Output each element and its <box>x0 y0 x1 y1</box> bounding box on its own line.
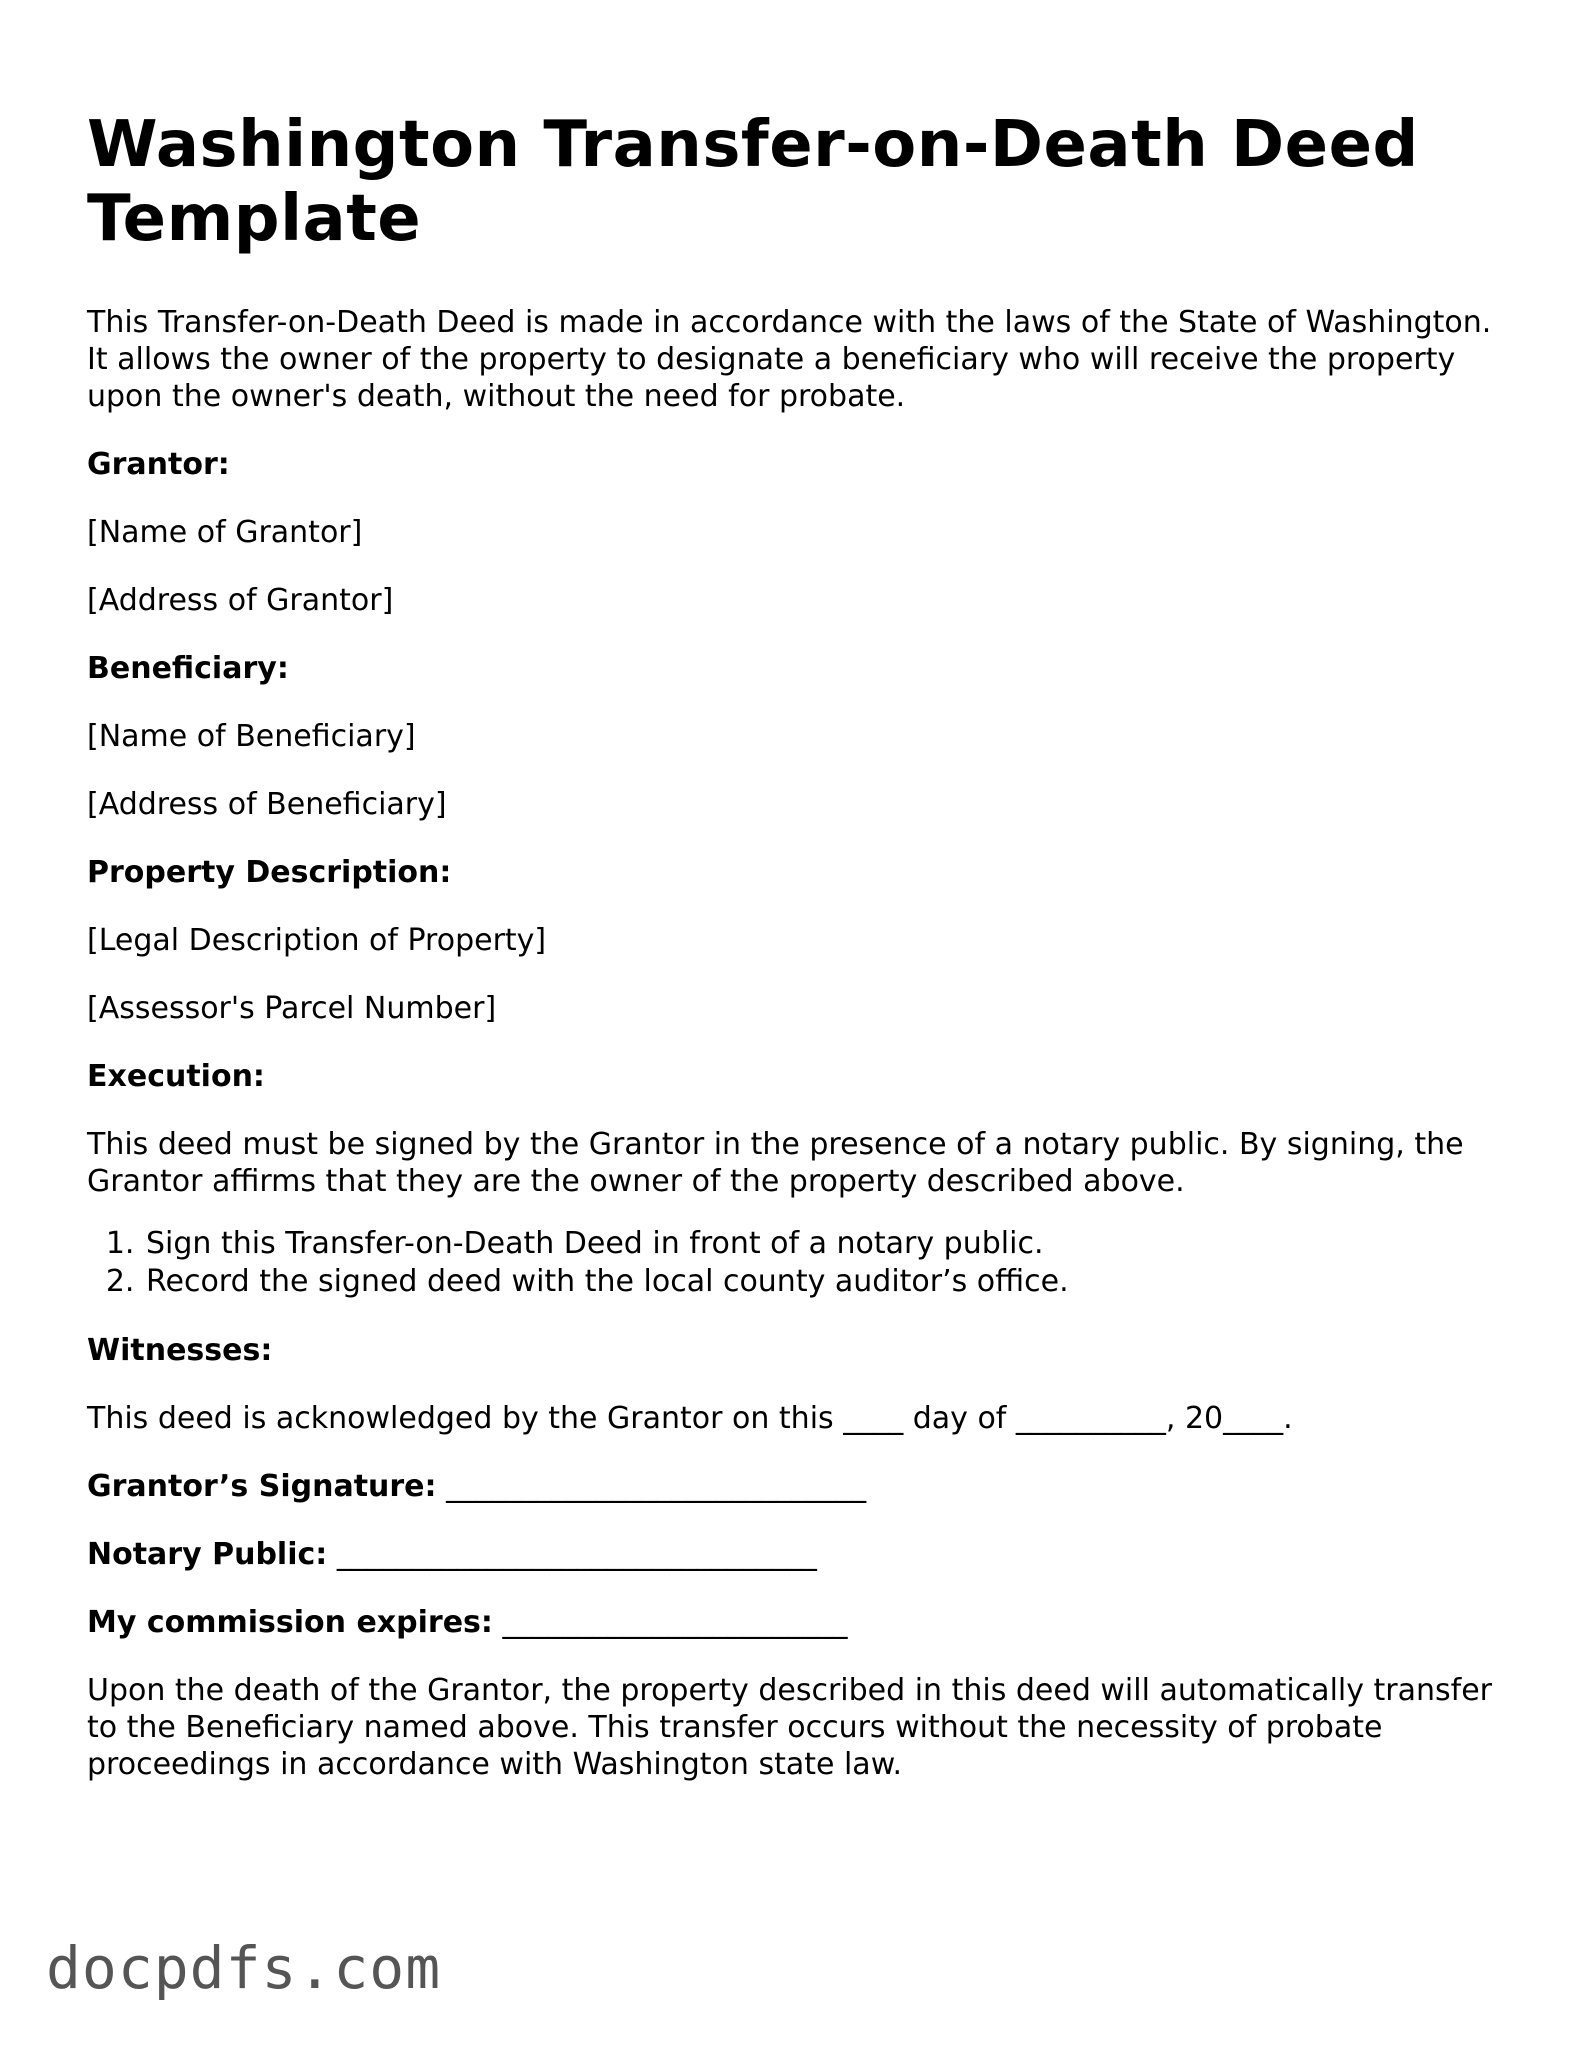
property-parcel-placeholder: [Assessor's Parcel Number] <box>87 991 497 1026</box>
beneficiary-address-placeholder: [Address of Beneficiary] <box>87 787 447 822</box>
grantor-address-placeholder: [Address of Grantor] <box>87 583 394 618</box>
property-heading: Property Description: <box>87 855 452 890</box>
list-item: 2. Record the signed deed with the local county auditor’s office. <box>144 1263 1507 1301</box>
intro-paragraph: This Transfer-on-Death Deed is made in accordance with the laws of the State of Washington. It allows the owner of the property to designate a beneficiary who will receive the property upon the owner's death, without the need for probate. <box>87 305 1492 414</box>
page-title: Washington Transfer-on-Death Deed Template <box>87 108 1419 256</box>
notary-public-blank: ________________________________ <box>336 1537 817 1572</box>
beneficiary-heading: Beneficiary: <box>87 651 289 686</box>
execution-steps-list <box>87 1225 1507 1301</box>
grantor-heading: Grantor: <box>87 447 230 482</box>
grantor-signature-blank: ____________________________ <box>446 1469 867 1504</box>
witnesses-paragraph: This deed is acknowledged by the Grantor on this ____ day of __________, 20____. <box>87 1401 1293 1436</box>
property-legal-placeholder: [Legal Description of Property] <box>87 923 547 958</box>
grantor-name-placeholder: [Name of Grantor] <box>87 515 363 550</box>
notary-public-line <box>87 1536 1507 1573</box>
document-page <box>87 108 1507 1814</box>
execution-paragraph: This deed must be signed by the Grantor in the presence of a notary public. By signing, the Grantor affirms that they are the owner of the property described above. <box>87 1127 1464 1199</box>
commission-expires-blank: _______________________ <box>502 1605 848 1640</box>
list-item: 1. Sign this Transfer-on-Death Deed in front of a notary public. <box>144 1225 1507 1263</box>
commission-expires-label: My commission expires: <box>87 1605 493 1640</box>
commission-expires-line <box>87 1604 1507 1641</box>
closing-paragraph: Upon the death of the Grantor, the property described in this deed will automatically transfer to the Beneficiary named above. This transfer occurs without the necessity of probate proceedings in accordance with Washington state law. <box>87 1673 1493 1782</box>
notary-public-label: Notary Public: <box>87 1537 328 1572</box>
grantor-signature-line <box>87 1468 1507 1505</box>
witnesses-heading: Witnesses: <box>87 1333 273 1368</box>
execution-heading: Execution: <box>87 1059 265 1094</box>
watermark-logo: docpdfs.com <box>46 1934 442 2002</box>
beneficiary-name-placeholder: [Name of Beneficiary] <box>87 719 416 754</box>
grantor-signature-label: Grantor’s Signature: <box>87 1469 437 1504</box>
